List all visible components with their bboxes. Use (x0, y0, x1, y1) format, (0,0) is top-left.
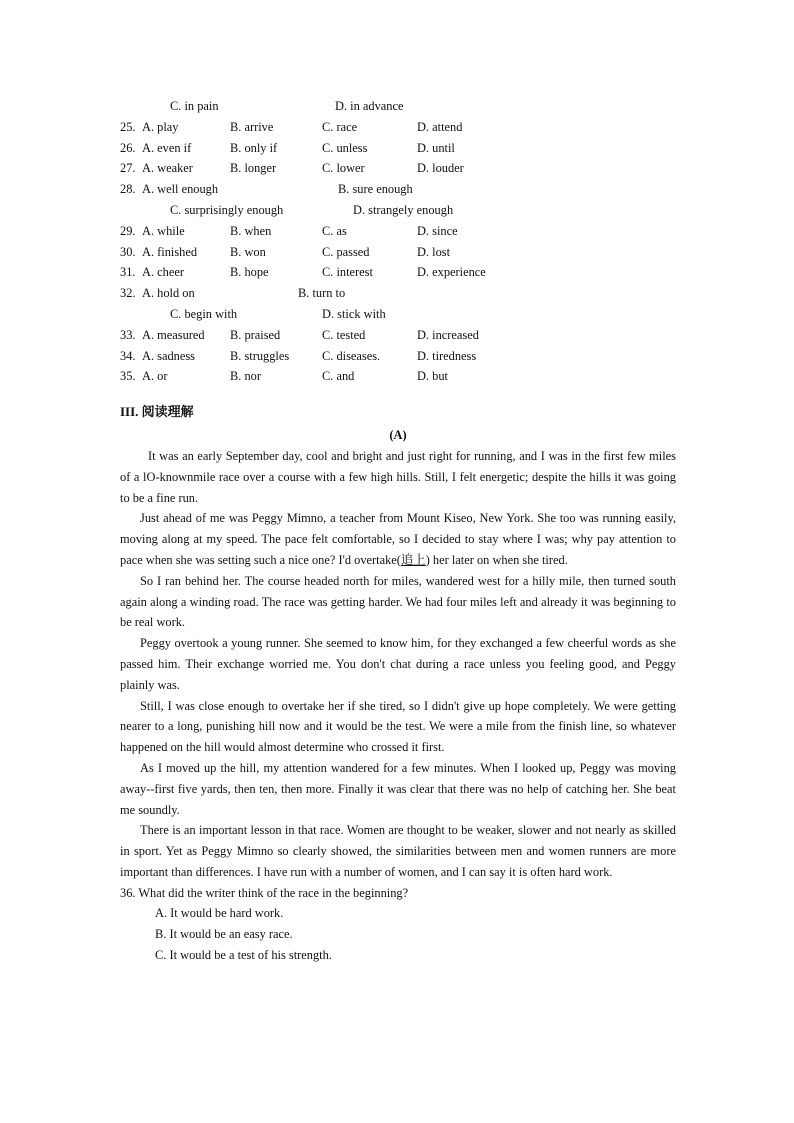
option-b: B. sure enough (338, 182, 413, 197)
option-c: C. passed (322, 244, 370, 259)
question-option-b: B. It would be an easy race. (155, 927, 293, 942)
option-b: B. nor (230, 369, 261, 384)
document-page (120, 96, 676, 966)
question-number: 29. (120, 223, 136, 238)
gloss: 追上 (400, 552, 426, 567)
option-row (120, 325, 676, 346)
option-c: C. in pain (170, 99, 219, 113)
question-number: 32. (120, 286, 136, 301)
option-d: D. experience (417, 265, 486, 280)
option-a: A. cheer (142, 265, 184, 280)
paragraph-6: As I moved up the hill, my attention wandered for a few minutes. When I looked up, Peggy was moving away--first five yards, then ten, then more. Finally it was clear that there was no help of catching her. She beat me soundly. (120, 760, 676, 817)
question-stem: 36. What did the writer think of the race in the beginning? (120, 885, 409, 900)
option-row (120, 262, 676, 283)
option-d: D. since (417, 223, 458, 238)
option-a: A. hold on (142, 286, 195, 301)
paragraph-2-tail: ) her later on when she tired. (425, 552, 568, 567)
option-c: C. begin with (170, 306, 238, 321)
option-b: B. won (230, 244, 266, 259)
option-d: D. tiredness (417, 348, 477, 363)
paragraph-2 (120, 508, 676, 570)
option-a: A. weaker (142, 161, 193, 176)
question-number: 34. (120, 348, 136, 363)
option-row (120, 179, 676, 200)
option-d: D. attend (417, 119, 463, 134)
paragraph-1: It was an early September day, cool and bright and just right for running, and I was in the first few miles of a lO-knownmile race over a course with a few high hills. Still, I felt energetic; despite the hills it was going to be a fine run. (120, 448, 676, 505)
option-a: A. sadness (142, 348, 195, 363)
option-row (120, 304, 676, 325)
option-row (120, 283, 676, 304)
question-number: 33. (120, 327, 136, 342)
question-36 (120, 883, 676, 966)
option-row (120, 200, 676, 221)
option-c: C. as (322, 223, 347, 238)
option-d: D. lost (417, 244, 451, 259)
option-d: D. strangely enough (353, 202, 454, 217)
option-a: A. while (142, 223, 185, 238)
option-c: C. tested (322, 327, 366, 342)
paragraph-5: Still, I was close enough to overtake her if she tired, so I didn't give up hope completely. We were getting nearer to a long, punishing hill now and it would be the test. We were a mile from the finish line, so whatever happened on the hill would almost determine who crossed it first. (120, 698, 676, 755)
option-d: D. increased (417, 327, 479, 342)
options-block (120, 96, 676, 387)
option-c: C. interest (322, 265, 373, 280)
option-d: D. louder (417, 161, 464, 176)
option-d: D. stick with (322, 306, 386, 321)
passage (120, 446, 676, 883)
option-row (120, 96, 676, 117)
option-a: A. measured (142, 327, 205, 342)
option-a: A. well enough (142, 182, 219, 197)
question-number: 25. (120, 119, 136, 134)
question-number: 31. (120, 265, 136, 280)
option-c: C. lower (322, 161, 365, 176)
option-row (120, 221, 676, 242)
option-a: A. even if (142, 140, 192, 155)
option-d: D. until (417, 140, 455, 155)
option-row (120, 242, 676, 263)
paragraph-7: There is an important lesson in that race. Women are thought to be weaker, slower and not nearly as skilled in sport. Yet as Peggy Mimno so clearly showed, the similarities between men and women runners are more important than differences. I have run with a number of women, and I can say it is often hard work. (120, 823, 676, 879)
question-number: 27. (120, 161, 136, 176)
question-option-a: A. It would be hard work. (155, 906, 284, 921)
option-a: A. play (142, 119, 179, 134)
option-b: B. arrive (230, 119, 274, 134)
question-number: 35. (120, 369, 136, 384)
question-number: 28. (120, 182, 136, 197)
option-c: C. race (322, 119, 358, 134)
question-option-c: C. It would be a test of his strength. (155, 948, 332, 963)
option-a: A. or (142, 369, 168, 384)
option-row (120, 138, 676, 159)
option-d: D. in advance (335, 99, 404, 113)
option-c: C. surprisingly enough (170, 202, 284, 217)
paragraph-3: So I ran behind her. The course headed north for miles, wandered west for a hilly mile, then turned south again along a winding road. The race was getting harder. We had four miles left and already it was beginning to be real work. (120, 573, 676, 630)
option-b: B. struggles (230, 348, 290, 363)
option-row (120, 366, 676, 387)
paragraph-2-text: Just ahead of me was Peggy Mimno, a teacher from Mount Kiseo, New York. She too was running easily, moving along at my speed. The pace felt comfortable, so I decided to stay where I was; why pay attention to pace when she was setting such a nice one? I'd overtake( (120, 511, 676, 567)
option-b: B. longer (230, 161, 277, 176)
question-number: 30. (120, 244, 136, 259)
question-number: 26. (120, 140, 136, 155)
option-b: B. only if (230, 140, 278, 155)
option-c: C. unless (322, 140, 368, 155)
option-b: B. hope (230, 265, 269, 280)
option-d: D. but (417, 369, 448, 384)
option-c: C. and (322, 369, 355, 384)
section-heading: III. 阅读理解 (120, 404, 194, 420)
option-row (120, 158, 676, 179)
passage-title: (A) (389, 428, 407, 443)
option-row (120, 346, 676, 367)
option-b: B. praised (230, 327, 281, 342)
option-b: B. turn to (298, 286, 346, 301)
option-c: C. diseases. (322, 348, 381, 363)
option-a: A. finished (142, 244, 198, 259)
paragraph-4: Peggy overtook a young runner. She seemed to know him, for they exchanged a few cheerful words as she passed him. Their exchange worried me. You don't chat during a race unless you feeling good, and Peggy plainly was. (120, 636, 676, 692)
option-row (120, 117, 676, 138)
option-b: B. when (230, 223, 272, 238)
